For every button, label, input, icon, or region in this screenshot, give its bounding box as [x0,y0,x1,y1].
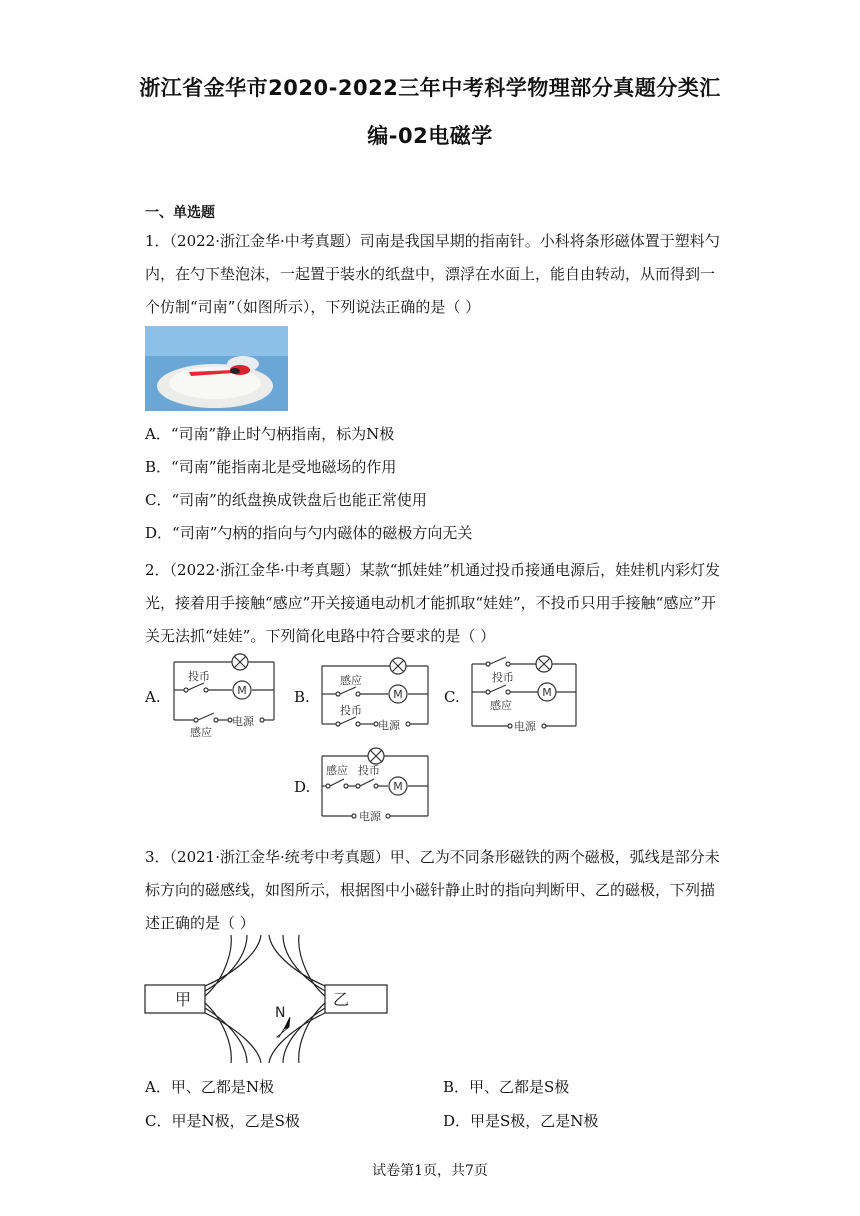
power-label: 电源 [359,810,381,823]
q3-text-line3: 述正确的是（ ） [145,914,255,932]
magnet-field-figure [143,933,393,1065]
sense-switch-label: 感应 [326,764,348,777]
q2-text-line2: 光，接着用手接触“感应”开关接通电动机才能抓取“娃娃”，不投币只用手接触“感应”开 [145,594,717,612]
needle-n-label: N [275,1005,286,1021]
motor-symbol: M [393,688,403,701]
circuit-c [466,652,582,738]
q2-text-line1: 2．（2022·浙江金华·中考真题）某款“抓娃娃”机通过投币接通电源后，娃娃机内彩灯发 [145,561,721,579]
needle-south-end [277,1027,289,1037]
circuit-b [316,655,432,739]
q2-label-d: D. [294,778,311,796]
power-label: 电源 [378,719,400,732]
q3-text-line1: 3．（2021·浙江金华·统考中考真题）甲、乙为不同条形磁铁的两个磁极，弧线是部分未 [145,848,720,866]
q1-text-line3: 个仿制“司南”（如图所示），下列说法正确的是（ ） [145,298,481,316]
power-label: 电源 [514,720,536,733]
pole-jia-label: 甲 [174,990,192,1009]
q2-label-a: A. [145,688,161,706]
q1-option-c: C．“司南”的纸盘换成铁盘后也能正常使用 [145,491,427,509]
coin-switch-label: 投币 [340,704,362,717]
coin-switch-label: 投币 [492,671,514,684]
page-footer: 试卷第1页，共7页 [372,1163,488,1179]
q2-text-line3: 关无法抓“娃娃”。下列简化电路中符合要求的是（ ） [145,627,496,645]
power-label: 电源 [232,715,254,728]
q3-option-a: A．甲、乙都是N极 [145,1078,274,1096]
q1-text-line2: 内，在勺下垫泡沫，一起置于装水的纸盘中，漂浮在水面上，能自由转动，从而得到一 [145,265,716,283]
coin-switch-label: 投币 [358,764,380,777]
section-heading: 一、单选题 [145,205,215,221]
q3-option-c: C．甲是N极，乙是S极 [145,1112,300,1130]
q3-option-d: D．甲是S极，乙是N极 [443,1112,599,1130]
motor-symbol: M [237,684,247,697]
q1-text-line1: 1．（2022·浙江金华·中考真题）司南是我国早期的指南针。小科将条形磁体置于塑料勺 [145,232,720,250]
motor-symbol: M [542,686,552,699]
coin-switch-label: 投币 [188,670,210,683]
pole-yi-label: 乙 [332,990,350,1009]
doc-title-line2: 编-02电磁学 [367,124,493,148]
sense-switch-label: 感应 [490,699,512,712]
circuit-a [168,652,280,742]
circuit-d [316,746,432,826]
motor-symbol: M [393,780,403,793]
sinan-photo [145,326,288,411]
q2-label-b: B. [294,688,310,706]
doc-title-line1: 浙江省金华市2020-2022三年中考科学物理部分真题分类汇 [139,76,721,100]
q3-text-line2: 标方向的磁感线，如图所示，根据图中小磁针静止时的指向判断甲、乙的磁极，下列描 [145,881,716,899]
q3-option-b: B．甲、乙都是S极 [443,1078,570,1096]
q1-option-b: B．“司南”能指南北是受地磁场的作用 [145,458,397,476]
q2-label-c: C. [444,688,460,706]
q1-option-a: A．“司南”静止时勺柄指南，标为N极 [145,425,395,443]
q1-option-d: D．“司南”勺柄的指向与勺内磁体的磁极方向无关 [145,524,473,542]
sense-switch-label: 感应 [190,726,212,739]
sense-switch-label: 感应 [340,674,362,687]
